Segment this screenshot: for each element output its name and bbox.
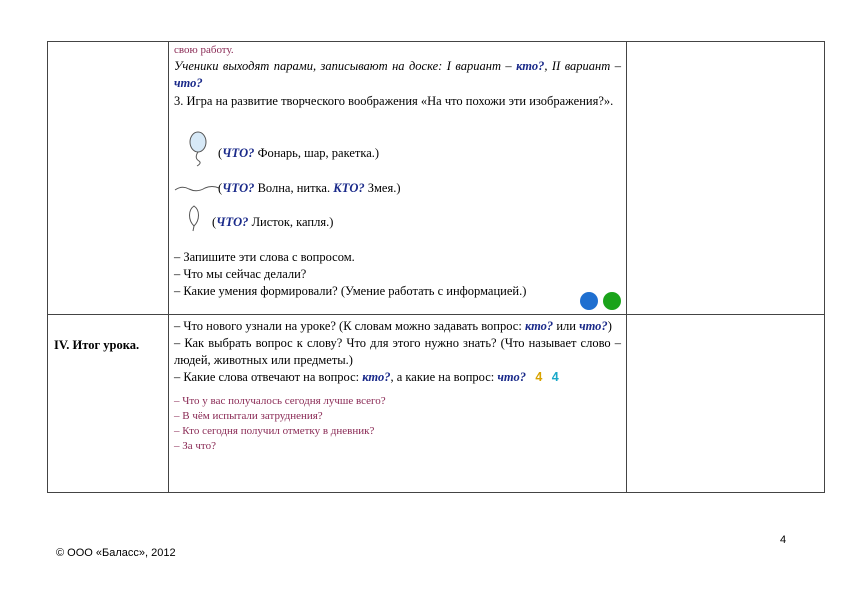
dialog-line: – Что мы сейчас делали? [174, 267, 307, 281]
row1-content [169, 42, 626, 110]
blue-circle-icon [580, 292, 598, 310]
footer-copyright: © ООО «Баласс», 2012 [56, 547, 176, 559]
page-number: 4 [780, 534, 787, 546]
row-divider [48, 314, 824, 315]
leaf-icon [186, 204, 202, 232]
reflection-block [174, 394, 621, 454]
balloon-icon [186, 131, 210, 167]
summary-question-2: – Как выбрать вопрос к слову? Что для этого нужно знать? (Что называет слово – людей, животных или предметы.) [174, 336, 621, 367]
dialog-block [169, 249, 626, 300]
item-wave: (ЧТО? Волна, нитка. КТО? Змея.) [218, 181, 401, 195]
wave-icon [174, 184, 220, 194]
summary-question-1: – Что нового узнали на уроке? (К словам можно задавать вопрос: кто? или что?) [174, 319, 612, 333]
reflection-line: – Что у вас получалось сегодня лучше всего? [174, 395, 386, 407]
dialog-line: – Запишите эти слова с вопросом. [174, 250, 355, 264]
reflection-line: – Кто сегодня получил отметку в дневник? [174, 425, 375, 437]
item-leaf: (ЧТО? Листок, капля.) [212, 215, 334, 229]
green-circle-icon [603, 292, 621, 310]
item-balloon: (ЧТО? Фонарь, шар, ракетка.) [218, 146, 380, 160]
summary-question-3: – Какие слова отвечают на вопрос: кто?, а какие на вопрос: что? 4 4 [174, 370, 559, 384]
column-divider [626, 42, 627, 492]
lesson-table [47, 41, 825, 493]
mark-yellow: 4 [535, 370, 543, 384]
dialog-line: – Какие умения формировали? (Умение работать с информацией.) [174, 284, 527, 298]
row2-content [169, 318, 626, 454]
game-paragraph: 3. Игра на развитие творческого воображения «На что похожи эти изображения?». [174, 94, 614, 108]
mark-cyan: 4 [551, 370, 559, 384]
reflection-line: – В чём испытали затруднения? [174, 410, 323, 422]
stage-title: IV. Итог урока. [54, 338, 140, 352]
students-paragraph: Ученики выходят парами, записывают на доске: I вариант – кто?, II вариант – что? [174, 59, 621, 90]
top-note: свою работу. [174, 44, 234, 56]
reflection-line: – За что? [174, 440, 216, 452]
